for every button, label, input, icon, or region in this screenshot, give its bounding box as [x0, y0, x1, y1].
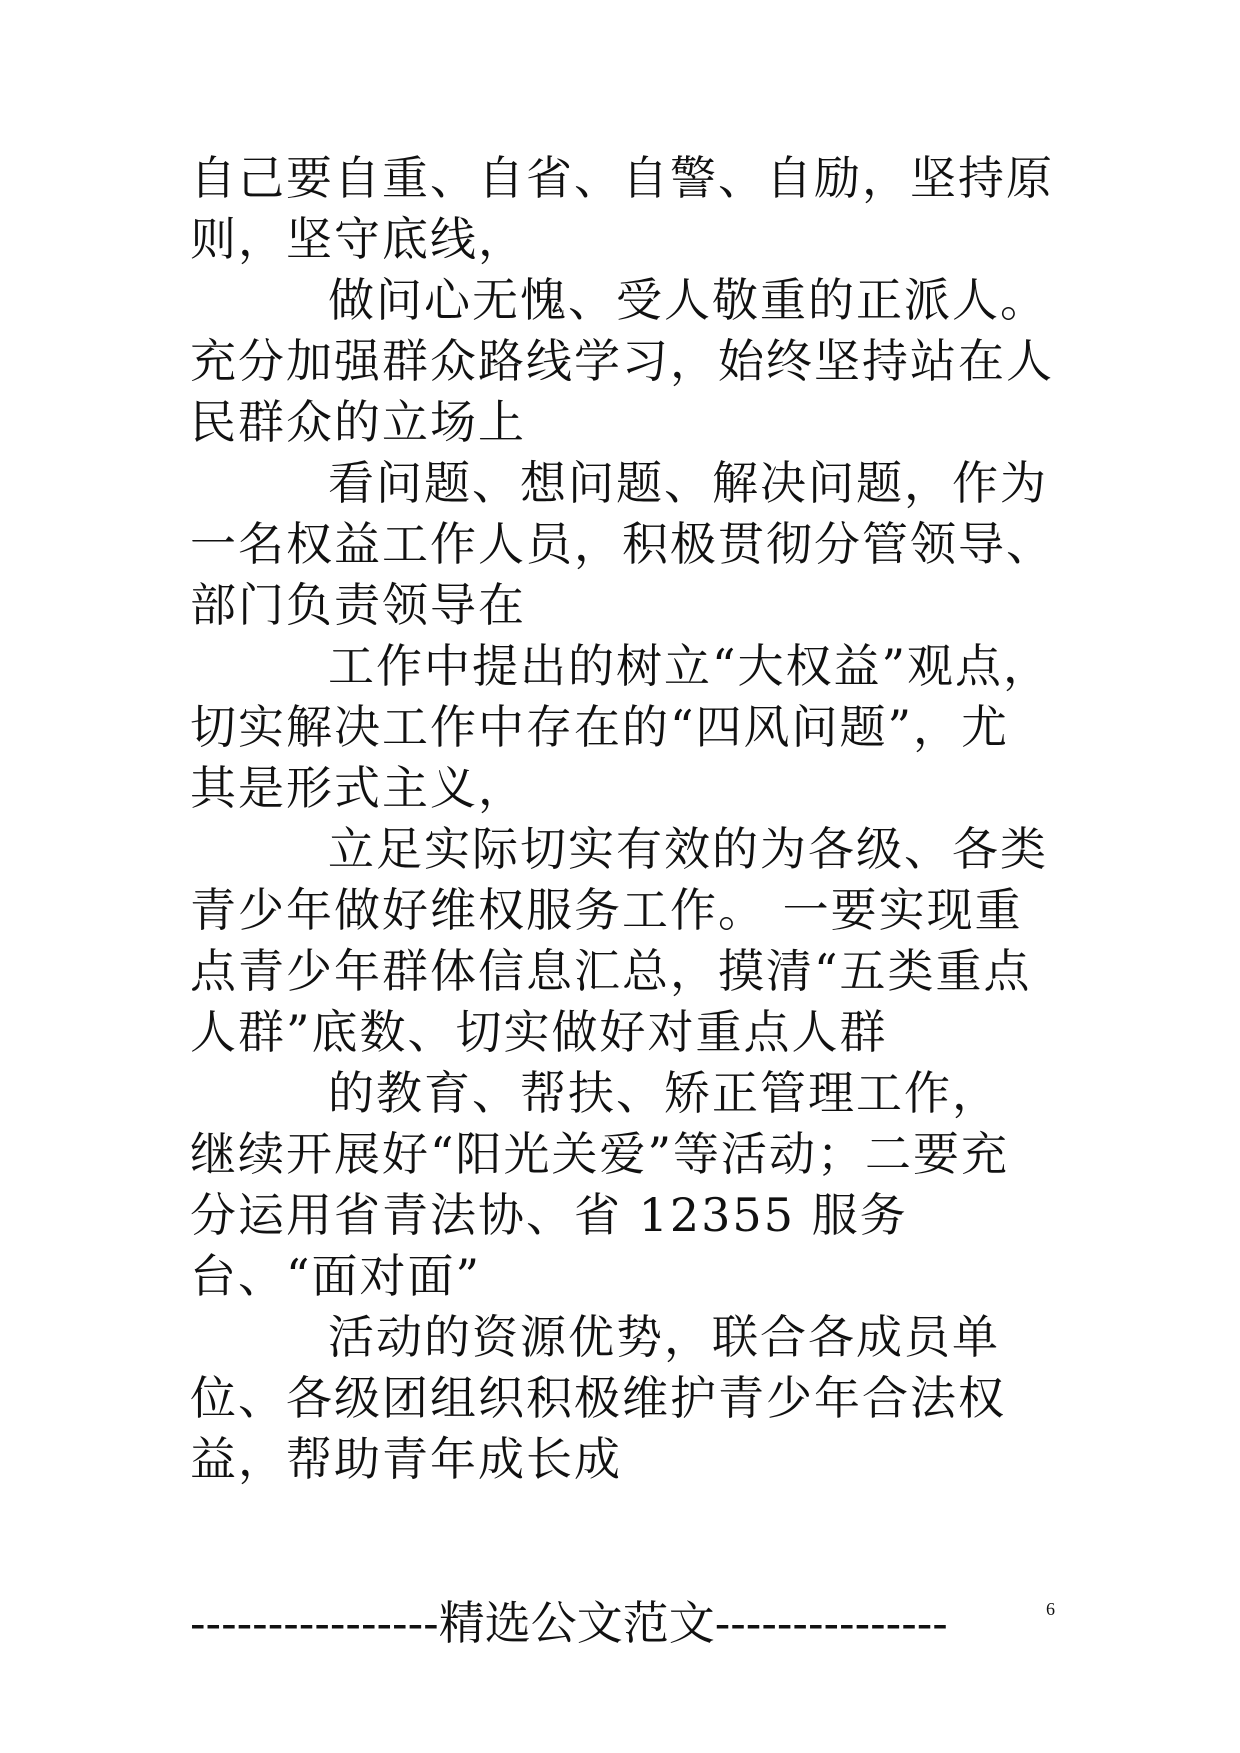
paragraph-7: 活动的资源优势，联合各成员单位、各级团组织积极维护青少年合法权益，帮助青年成长成	[190, 1310, 1006, 1486]
paragraph-2: 做问心无愧、受人敬重的正派人。充分加强群众路线学习，始终坚持站在人民群众的立场上	[190, 273, 1054, 449]
paragraph-3: 看问题、想问题、解决问题，作为一名权益工作人员，积极贯彻分管领导、部门负责领导在	[190, 456, 1054, 632]
document-body	[190, 148, 1055, 1490]
paragraph-6: 的教育、帮扶、矫正管理工作， 继续开展好“阳光关爱”等活动；二要充分运用省青法协、省 12355 服务台、“面对面”	[190, 1066, 1010, 1303]
paragraph-1: 自己要自重、自省、自警、自励，坚持原则，坚守底线，	[190, 151, 1054, 266]
page-footer: ----------------精选公文范文---------------	[190, 1596, 948, 1650]
paragraph-4: 工作中提出的树立“大权益”观点，切实解决工作中存在的“四风问题”，尤其是形式主义，	[190, 639, 1052, 815]
page-number: 6	[1046, 1599, 1055, 1619]
paragraph-5: 立足实际切实有效的为各级、各类青少年做好维权服务工作。 一要实现重点青少年群体信息汇总，摸清“五类重点人群”底数、切实做好对重点人群	[190, 822, 1048, 1059]
